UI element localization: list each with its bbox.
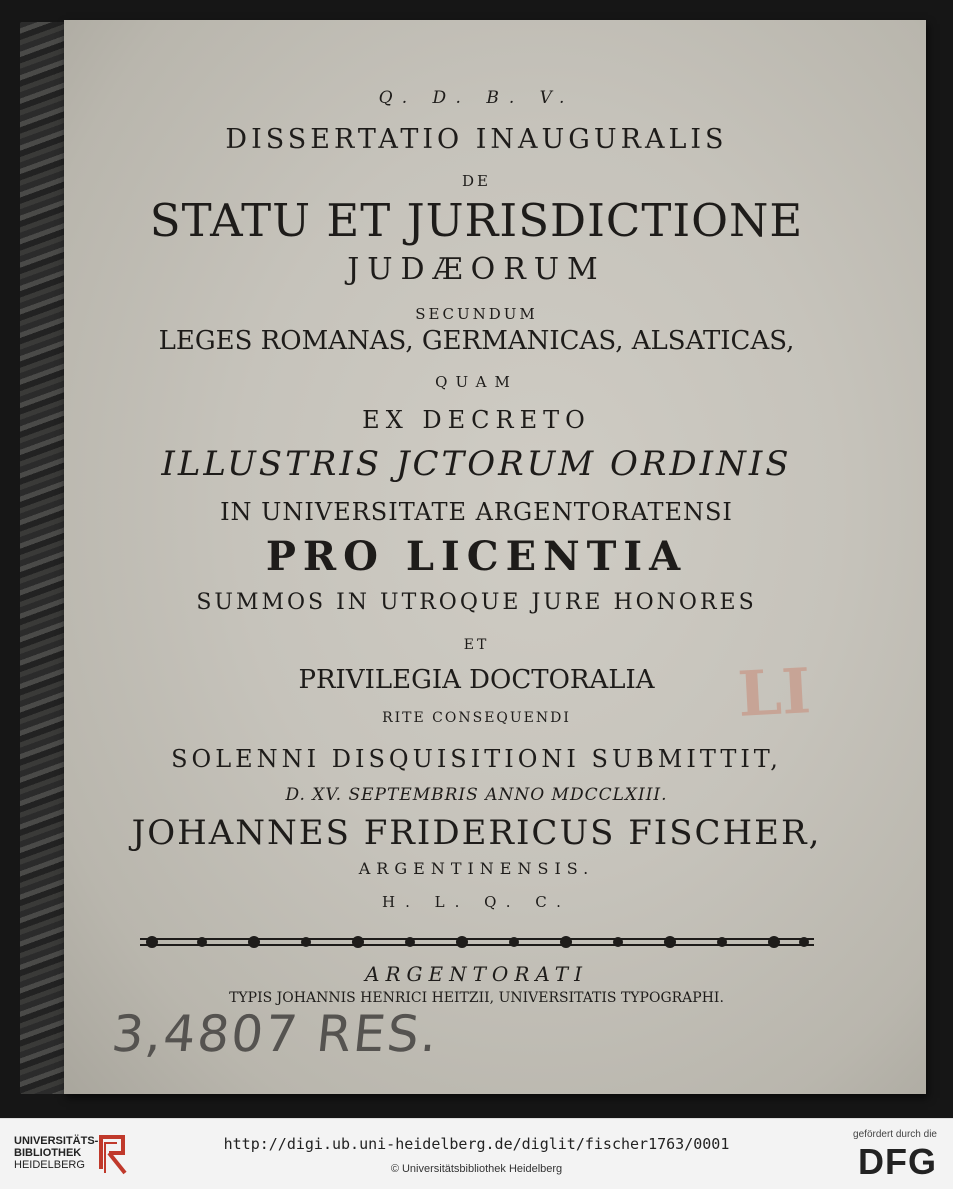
handwritten-shelfmark: 3,4807 RES. xyxy=(108,1005,442,1063)
main-title: STATU ET JURISDICTIONE xyxy=(149,194,804,247)
pro-licentia-line: PRO LICENTIA xyxy=(265,533,688,580)
secundum-line: SECUNDUM xyxy=(415,305,538,323)
dissertation-heading: DISSERTATIO INAUGURALIS xyxy=(225,124,728,155)
solenni-line: SOLENNI DISQUISITIONI SUBMITTIT, xyxy=(171,745,782,773)
illustris-line: ILLUSTRIS JCTORUM ORDINIS xyxy=(161,444,792,484)
qdbv-line: Q. D. B. V. xyxy=(378,88,575,108)
author-line: JOHANNES FRIDERICUS FISCHER, xyxy=(131,813,822,853)
logo-line-1: UNIVERSITÄTS- xyxy=(14,1135,99,1147)
et-line: ET xyxy=(463,637,490,653)
logo-line-3: HEIDELBERG xyxy=(14,1159,85,1171)
quam-line: QUAM xyxy=(435,373,518,391)
privilegia-line: PRIVILEGIA DOCTORALIA xyxy=(298,665,655,695)
hlqc-line: H. L. Q. C. xyxy=(382,893,571,911)
leges-line: LEGES ROMANAS, GERMANICAS, ALSATICAS, xyxy=(158,326,795,356)
de-line: DE xyxy=(462,172,491,190)
rite-line: RITE CONSEQUENDI xyxy=(382,710,571,726)
printer-line: TYPIS JOHANNIS HENRICI HEITZII, UNIVERSITATIS TYPOGRAPHI. xyxy=(229,990,724,1006)
logo-line-2: BIBLIOTHEK xyxy=(14,1147,82,1159)
judaeorum-line: JUDÆORUM xyxy=(347,252,606,287)
argentorati-line: ARGENTORATI xyxy=(365,962,588,986)
universitate-line: IN UNIVERSITATE ARGENTORATENSI xyxy=(220,498,733,526)
summos-line: SUMMOS IN UTROQUE JURE HONORES xyxy=(196,590,757,615)
permalink-url[interactable]: http://digi.ub.uni-heidelberg.de/diglit/fischer1763/0001 xyxy=(223,1135,730,1153)
printer-ornament-rule xyxy=(140,930,814,954)
viewer-footer xyxy=(0,1118,953,1189)
dfg-logo[interactable]: DFG xyxy=(858,1141,937,1182)
red-stamp: LI xyxy=(736,654,813,731)
ex-decreto-line: EX DECRETO xyxy=(362,406,591,434)
copyright-text: © Universitätsbibliothek Heidelberg xyxy=(390,1163,563,1175)
argentinensis-line: ARGENTINENSIS. xyxy=(358,859,595,878)
date-line: D. XV. SEPTEMBRIS ANNO MDCCLXIII. xyxy=(285,785,668,805)
funded-by-label: gefördert durch die xyxy=(853,1129,937,1140)
